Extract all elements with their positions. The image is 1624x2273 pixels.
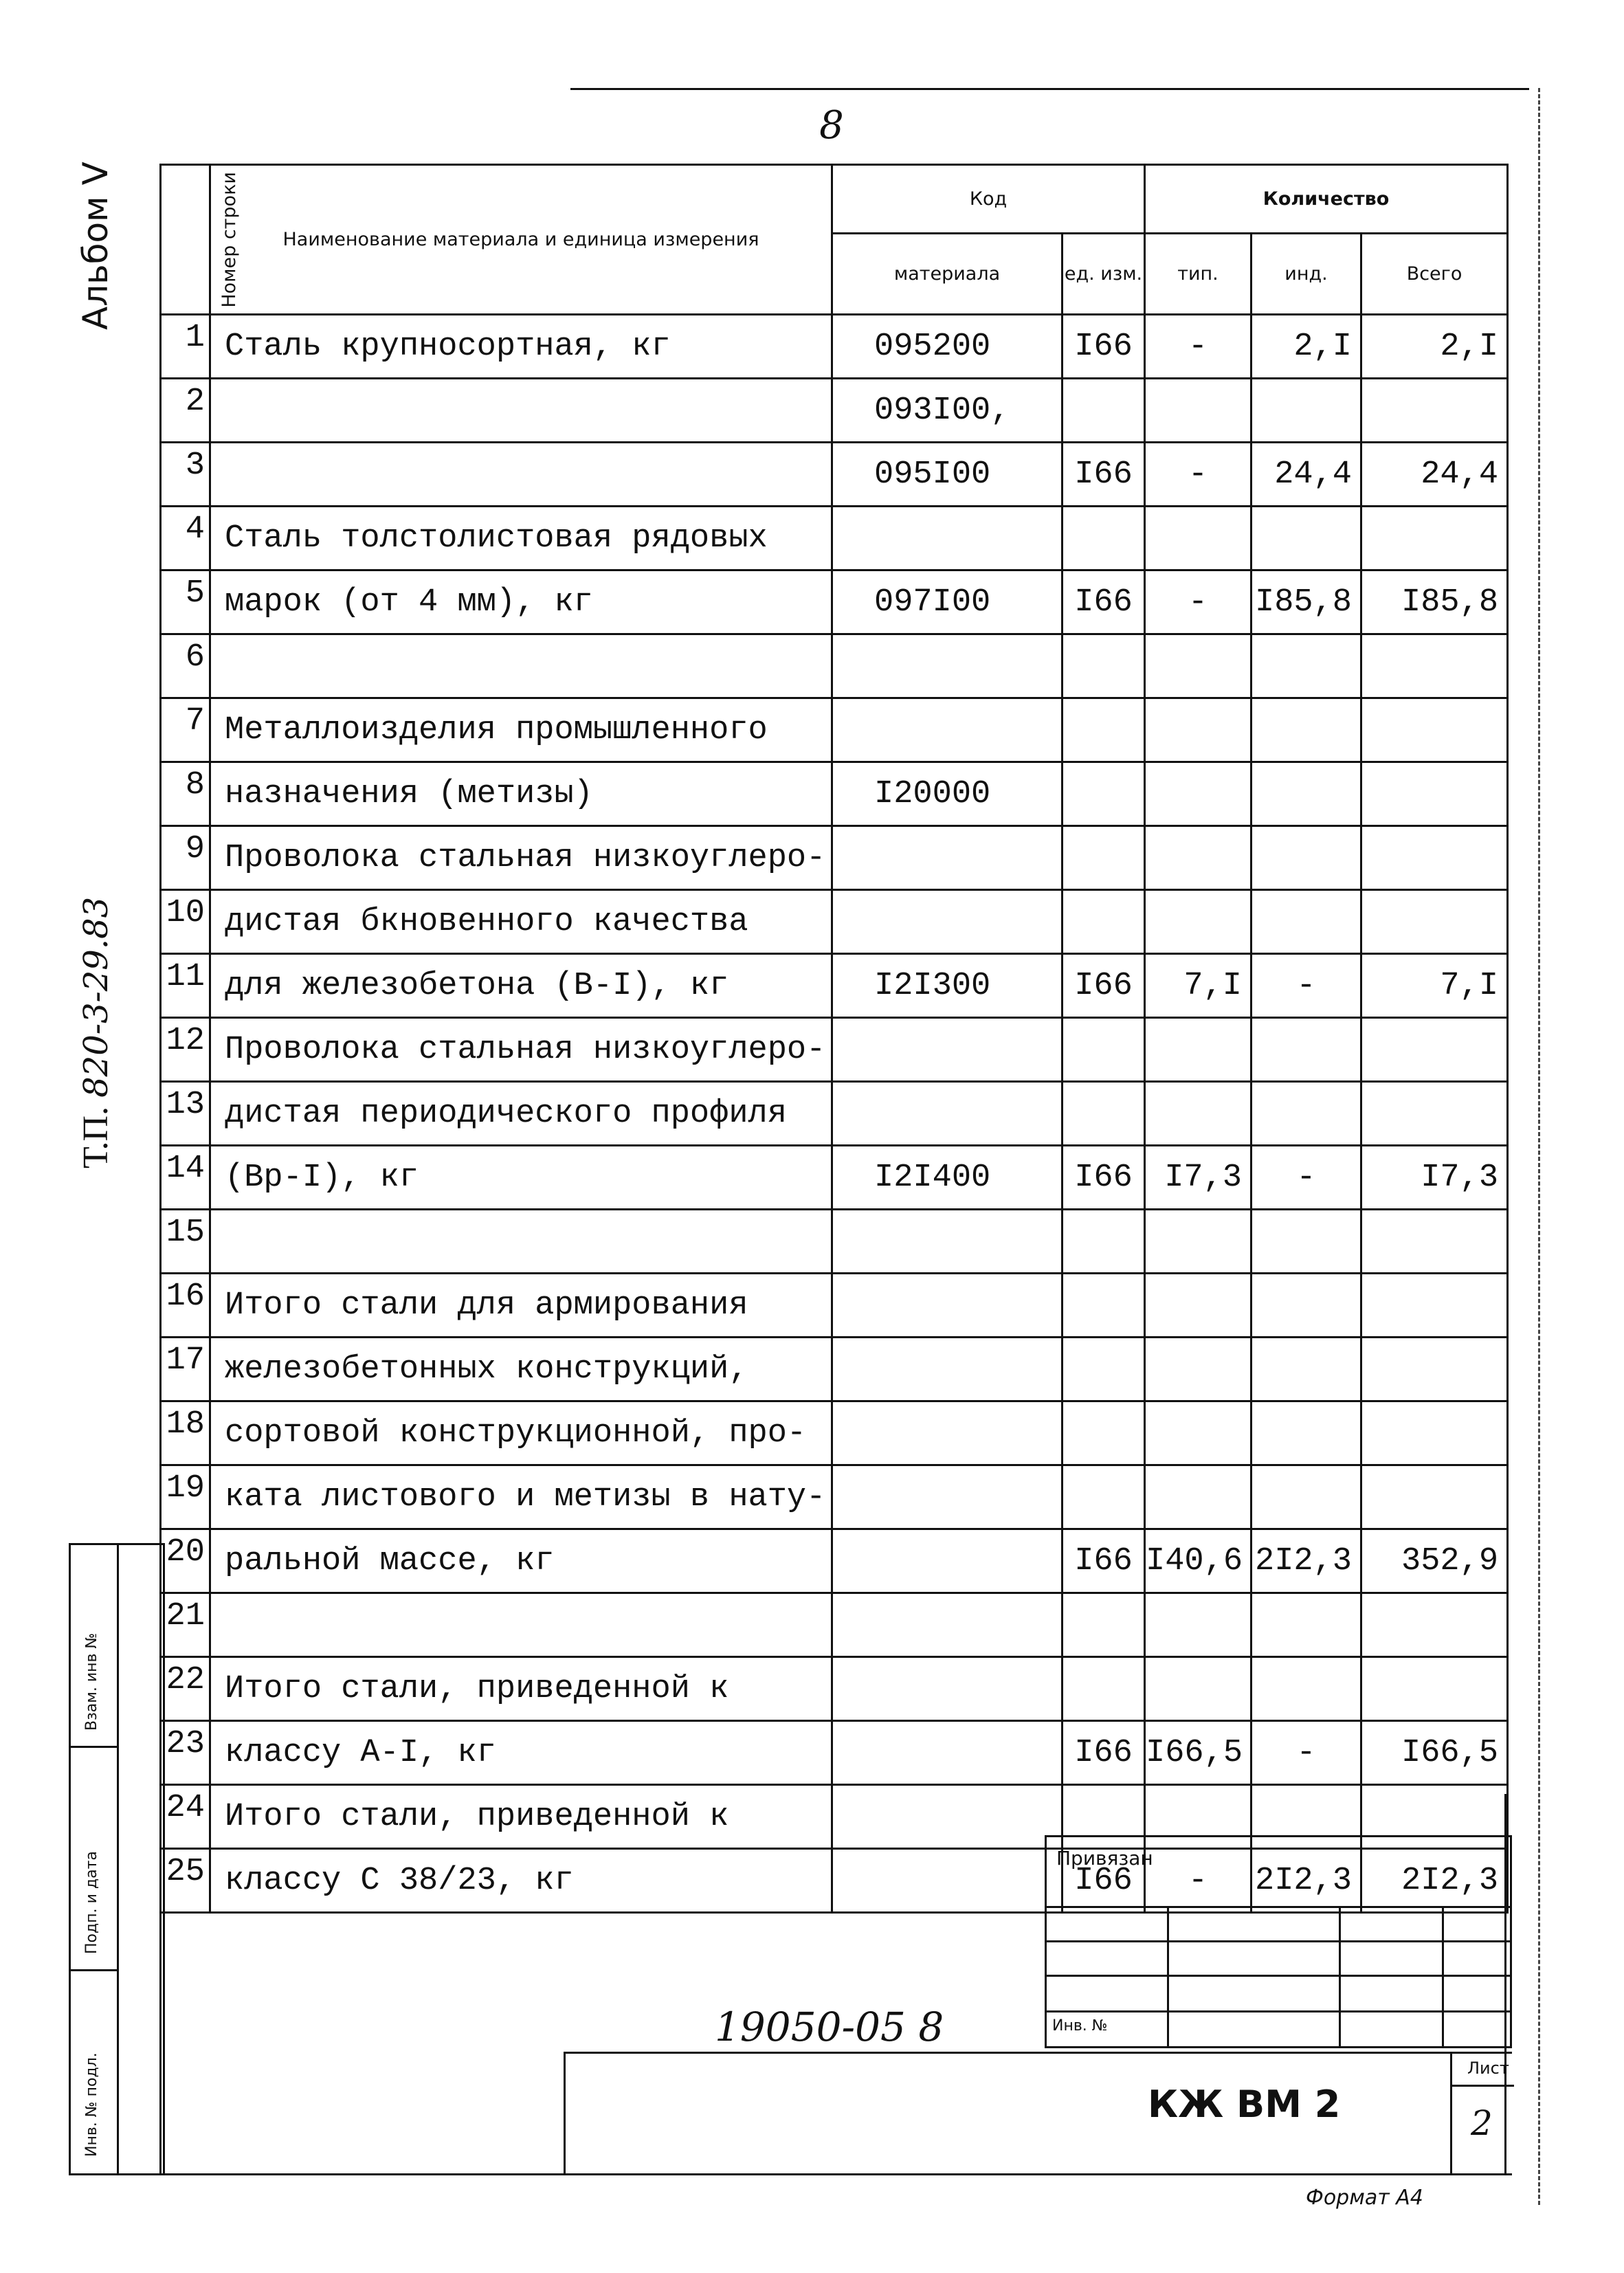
qty-ind-cell	[1252, 1401, 1361, 1465]
strip-podp-label: Подп. и дата	[83, 1851, 100, 1954]
material-name-cell: (Вр-I), кг	[210, 1146, 832, 1210]
material-code-cell	[832, 1721, 1063, 1785]
qty-type-cell	[1145, 634, 1252, 698]
material-name-cell: классу А-I, кг	[210, 1721, 832, 1785]
material-code-cell: I2I300	[832, 954, 1063, 1018]
qty-total-cell	[1361, 826, 1508, 890]
strip-vzam-cell	[71, 1545, 119, 1748]
qty-total-cell: 2I2,3	[1361, 1849, 1508, 1913]
row-number-cell: 7	[161, 698, 210, 762]
material-code-cell	[832, 1082, 1063, 1146]
qty-total-cell	[1361, 1338, 1508, 1401]
qty-total-cell	[1361, 1593, 1508, 1657]
row-number-cell: 8	[161, 762, 210, 826]
header-qty-total: Всего	[1361, 234, 1508, 315]
table-row	[161, 826, 1508, 890]
material-name-cell: Металлоизделия промышленного	[210, 698, 832, 762]
material-name-cell: ката листового и метизы в нату-	[210, 1465, 832, 1529]
material-code-cell	[832, 890, 1063, 954]
right-edge-rule	[1538, 88, 1540, 2205]
series-number: 820-3-29.83	[77, 896, 115, 1098]
qty-ind-cell	[1252, 698, 1361, 762]
qty-ind-cell: 2,I	[1252, 315, 1361, 379]
materials-table	[159, 164, 1509, 1914]
qty-total-cell	[1361, 1465, 1508, 1529]
material-name-cell: Проволока стальная низкоуглеро-	[210, 826, 832, 890]
material-name-cell: для железобетона (В-I), кг	[210, 954, 832, 1018]
qty-type-cell	[1145, 698, 1252, 762]
table-row	[161, 1338, 1508, 1401]
material-code-cell	[832, 826, 1063, 890]
material-name-cell: Сталь толстолистовая рядовых	[210, 507, 832, 570]
row-number-cell: 16	[161, 1274, 210, 1338]
row-number-cell: 4	[161, 507, 210, 570]
qty-type-cell	[1145, 1210, 1252, 1274]
unit-code-cell	[1063, 1657, 1145, 1721]
material-name-cell: Итого стали, приведенной к	[210, 1657, 832, 1721]
row-number-cell: 2	[161, 379, 210, 443]
material-code-cell: 095200	[832, 315, 1063, 379]
qty-ind-cell: 24,4	[1252, 443, 1361, 507]
row-number-cell: 13	[161, 1082, 210, 1146]
privyazan-label: Привязан	[1056, 1847, 1153, 1870]
qty-type-cell: 7,I	[1145, 954, 1252, 1018]
material-name-cell	[210, 379, 832, 443]
qty-total-cell	[1361, 634, 1508, 698]
qty-ind-cell	[1252, 762, 1361, 826]
qty-ind-cell: -	[1252, 1721, 1361, 1785]
inv-no-label: Инв. №	[1052, 2017, 1108, 2034]
row-number-cell: 9	[161, 826, 210, 890]
material-name-cell: классу С 38/23, кг	[210, 1849, 832, 1913]
qty-type-cell	[1145, 1465, 1252, 1529]
row-number-cell: 10	[161, 890, 210, 954]
material-code-cell	[832, 1593, 1063, 1657]
unit-code-cell	[1063, 1274, 1145, 1338]
format-label: Формат А4	[1306, 2186, 1423, 2210]
qty-ind-cell	[1252, 507, 1361, 570]
table-row	[161, 1210, 1508, 1274]
qty-type-cell	[1145, 1082, 1252, 1146]
qty-type-cell	[1145, 1657, 1252, 1721]
header-qty-ind: инд.	[1252, 234, 1361, 315]
qty-total-cell: 2,I	[1361, 315, 1508, 379]
header-name: Наименование материала и единица измерения	[210, 165, 832, 315]
table-row	[161, 954, 1508, 1018]
table-row	[161, 762, 1508, 826]
qty-type-cell	[1145, 1401, 1252, 1465]
row-number-cell: 12	[161, 1018, 210, 1082]
qty-total-cell: I66,5	[1361, 1721, 1508, 1785]
material-code-cell	[832, 1274, 1063, 1338]
material-code-cell: 097I00	[832, 570, 1063, 634]
material-code-cell: 095I00	[832, 443, 1063, 507]
sheet-number: 2	[1471, 2103, 1493, 2143]
stamp-box	[564, 2052, 1512, 2175]
qty-ind-cell	[1252, 1657, 1361, 1721]
qty-type-cell: -	[1145, 1849, 1252, 1913]
row-number-cell: 3	[161, 443, 210, 507]
qty-total-cell	[1361, 1274, 1508, 1338]
table-row	[161, 1465, 1508, 1529]
unit-code-cell	[1063, 634, 1145, 698]
material-name-cell: Проволока стальная низкоуглеро-	[210, 1018, 832, 1082]
material-code-cell	[832, 1338, 1063, 1401]
qty-ind-cell	[1252, 1082, 1361, 1146]
material-code-cell	[832, 698, 1063, 762]
unit-code-cell: I66	[1063, 1721, 1145, 1785]
row-number-cell: 1	[161, 315, 210, 379]
material-code-cell	[832, 634, 1063, 698]
material-name-cell	[210, 634, 832, 698]
qty-type-cell	[1145, 1018, 1252, 1082]
qty-ind-cell	[1252, 826, 1361, 890]
unit-code-cell	[1063, 379, 1145, 443]
qty-type-cell	[1145, 762, 1252, 826]
row-number-cell: 22	[161, 1657, 210, 1721]
qty-type-cell	[1145, 890, 1252, 954]
qty-ind-cell	[1252, 1274, 1361, 1338]
unit-code-cell	[1063, 762, 1145, 826]
material-name-cell: сортовой конструкционной, про-	[210, 1401, 832, 1465]
material-code-cell: 093I00,	[832, 379, 1063, 443]
qty-ind-cell: -	[1252, 954, 1361, 1018]
sheet-label: Лист	[1467, 2059, 1509, 2078]
top-rule	[570, 88, 1529, 90]
table-row	[161, 634, 1508, 698]
table-body	[161, 315, 1508, 1913]
strip-inv-cell	[71, 1971, 119, 2173]
material-code-cell	[832, 1210, 1063, 1274]
qty-ind-cell	[1252, 1210, 1361, 1274]
unit-code-cell	[1063, 1401, 1145, 1465]
material-name-cell: железобетонных конструкций,	[210, 1338, 832, 1401]
row-number-cell: 24	[161, 1785, 210, 1849]
qty-total-cell	[1361, 507, 1508, 570]
unit-code-cell: I66	[1063, 570, 1145, 634]
qty-type-cell: -	[1145, 570, 1252, 634]
material-code-cell: I20000	[832, 762, 1063, 826]
table-row	[161, 1721, 1508, 1785]
row-number-cell: 6	[161, 634, 210, 698]
approval-strip	[69, 1543, 165, 2175]
material-name-cell: назначения (метизы)	[210, 762, 832, 826]
row-number-cell: 11	[161, 954, 210, 1018]
material-name-cell: ральной массе, кг	[210, 1529, 832, 1593]
header-code-material: материала	[832, 234, 1063, 315]
page-number: 8	[819, 103, 844, 148]
qty-type-cell	[1145, 379, 1252, 443]
qty-total-cell	[1361, 379, 1508, 443]
unit-code-cell: I66	[1063, 315, 1145, 379]
table-row	[161, 698, 1508, 762]
qty-ind-cell: I85,8	[1252, 570, 1361, 634]
qty-ind-cell	[1252, 1593, 1361, 1657]
qty-ind-cell	[1252, 1018, 1361, 1082]
qty-total-cell	[1361, 890, 1508, 954]
material-name-cell	[210, 1593, 832, 1657]
material-code-cell	[832, 507, 1063, 570]
row-number-cell: 17	[161, 1338, 210, 1401]
qty-ind-cell	[1252, 1338, 1361, 1401]
qty-total-cell: I85,8	[1361, 570, 1508, 634]
table-row	[161, 1593, 1508, 1657]
qty-total-cell	[1361, 762, 1508, 826]
unit-code-cell	[1063, 1018, 1145, 1082]
unit-code-cell: I66	[1063, 1529, 1145, 1593]
material-name-cell	[210, 443, 832, 507]
material-name-cell: Сталь крупносортная, кг	[210, 315, 832, 379]
unit-code-cell	[1063, 890, 1145, 954]
table-row	[161, 1146, 1508, 1210]
row-number-cell: 20	[161, 1529, 210, 1593]
table-row	[161, 1018, 1508, 1082]
qty-total-cell	[1361, 1210, 1508, 1274]
album-label: Альбом V	[76, 162, 115, 330]
row-number-cell: 25	[161, 1849, 210, 1913]
qty-type-cell	[1145, 1338, 1252, 1401]
material-code-cell	[832, 1465, 1063, 1529]
series-label	[76, 784, 117, 1168]
table-row	[161, 379, 1508, 443]
qty-ind-cell: 2I2,3	[1252, 1849, 1361, 1913]
unit-code-cell	[1063, 1210, 1145, 1274]
material-code-cell: I2I400	[832, 1146, 1063, 1210]
row-number-cell: 19	[161, 1465, 210, 1529]
unit-code-cell: I66	[1063, 1146, 1145, 1210]
material-name-cell	[210, 1210, 832, 1274]
header-code: Код	[832, 165, 1145, 234]
doc-code: КЖ ВМ 2	[1148, 2083, 1341, 2126]
qty-type-cell: -	[1145, 443, 1252, 507]
unit-code-cell	[1063, 698, 1145, 762]
table-row	[161, 1657, 1508, 1721]
unit-code-cell: I66	[1063, 1849, 1145, 1913]
series-prefix: Т.П.	[76, 1106, 115, 1168]
table-row	[161, 570, 1508, 634]
qty-ind-cell: -	[1252, 1146, 1361, 1210]
qty-total-cell: 352,9	[1361, 1529, 1508, 1593]
qty-type-cell	[1145, 507, 1252, 570]
qty-type-cell	[1145, 1274, 1252, 1338]
unit-code-cell	[1063, 1465, 1145, 1529]
strip-inv-label: Инв. № подл.	[83, 2052, 100, 2157]
header-row-number: Номер строки	[161, 165, 210, 315]
row-number-cell: 15	[161, 1210, 210, 1274]
strip-vzam-label: Взам. инв №	[83, 1632, 100, 1731]
header-qty-type: тип.	[1145, 234, 1252, 315]
unit-code-cell	[1063, 1082, 1145, 1146]
material-name-cell: дистая бкновенного качества	[210, 890, 832, 954]
table-row	[161, 1274, 1508, 1338]
qty-type-cell: -	[1145, 315, 1252, 379]
table-row	[161, 443, 1508, 507]
qty-type-cell: I40,6	[1145, 1529, 1252, 1593]
qty-total-cell: 24,4	[1361, 443, 1508, 507]
material-code-cell	[832, 1401, 1063, 1465]
unit-code-cell	[1063, 507, 1145, 570]
header-quantity: Количество	[1145, 165, 1508, 234]
unit-code-cell: I66	[1063, 954, 1145, 1018]
row-number-cell: 23	[161, 1721, 210, 1785]
row-number-cell: 21	[161, 1593, 210, 1657]
qty-type-cell	[1145, 826, 1252, 890]
doc-number: 19050-05 8	[715, 2004, 944, 2050]
qty-ind-cell	[1252, 634, 1361, 698]
row-number-cell: 5	[161, 570, 210, 634]
material-name-cell: Итого стали для армирования	[210, 1274, 832, 1338]
table-row	[161, 890, 1508, 954]
unit-code-cell	[1063, 826, 1145, 890]
material-name-cell: марок (от 4 мм), кг	[210, 570, 832, 634]
qty-type-cell	[1145, 1593, 1252, 1657]
table-row	[161, 1401, 1508, 1465]
qty-total-cell: 7,I	[1361, 954, 1508, 1018]
unit-code-cell	[1063, 1593, 1145, 1657]
material-code-cell	[832, 1529, 1063, 1593]
qty-total-cell	[1361, 1401, 1508, 1465]
qty-ind-cell	[1252, 1465, 1361, 1529]
row-number-cell: 14	[161, 1146, 210, 1210]
qty-total-cell	[1361, 698, 1508, 762]
qty-total-cell: I7,3	[1361, 1146, 1508, 1210]
qty-total-cell	[1361, 1082, 1508, 1146]
title-block-grid	[1045, 1835, 1512, 2048]
material-name-cell: дистая периодического профиля	[210, 1082, 832, 1146]
material-name-cell: Итого стали, приведенной к	[210, 1785, 832, 1849]
qty-ind-cell: 2I2,3	[1252, 1529, 1361, 1593]
qty-ind-cell	[1252, 379, 1361, 443]
strip-podp-cell	[71, 1748, 119, 1971]
unit-code-cell	[1063, 1338, 1145, 1401]
table-row	[161, 1529, 1508, 1593]
table-row	[161, 315, 1508, 379]
row-number-cell: 18	[161, 1401, 210, 1465]
material-code-cell	[832, 1657, 1063, 1721]
unit-code-cell: I66	[1063, 443, 1145, 507]
table-row	[161, 507, 1508, 570]
qty-type-cell: I7,3	[1145, 1146, 1252, 1210]
qty-type-cell: I66,5	[1145, 1721, 1252, 1785]
table-row	[161, 1082, 1508, 1146]
header-code-unit: ед. изм.	[1063, 234, 1145, 315]
qty-total-cell	[1361, 1018, 1508, 1082]
material-code-cell	[832, 1018, 1063, 1082]
qty-ind-cell	[1252, 890, 1361, 954]
qty-total-cell	[1361, 1657, 1508, 1721]
